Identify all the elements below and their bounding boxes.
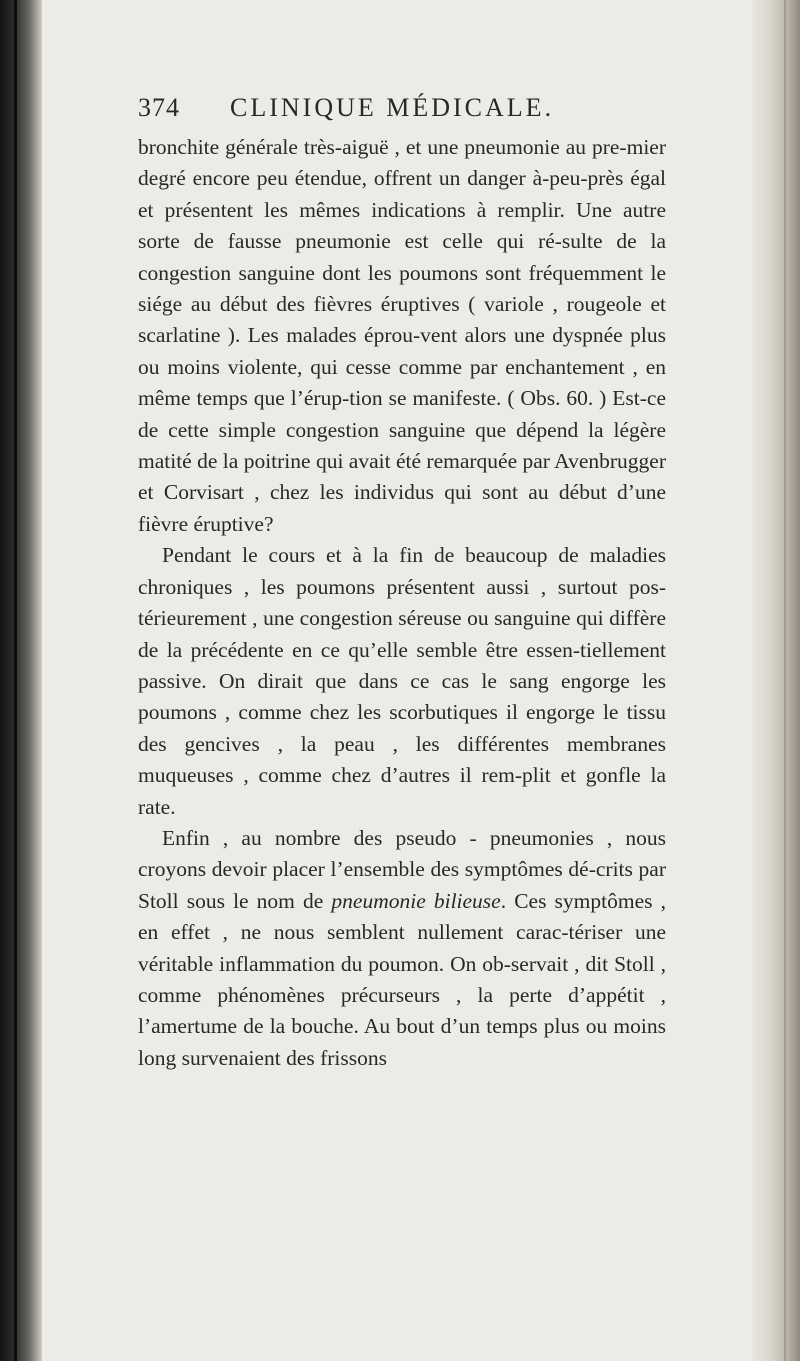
term-pneumonie-bilieuse: pneumonie bilieuse — [331, 888, 501, 913]
body-text — [138, 132, 666, 1074]
binding-thread — [14, 0, 17, 1361]
binding-edge — [0, 0, 42, 1361]
page-number: 374 — [138, 93, 180, 122]
page-header — [138, 93, 658, 133]
running-title: CLINIQUE MÉDICALE. — [230, 93, 555, 122]
paragraph-3 — [138, 823, 666, 1074]
page-edge-shadow — [752, 0, 800, 1361]
page-fold-line — [784, 0, 786, 1361]
paragraph-2: Pendant le cours et à la fin de beaucoup de maladies chroniques , les poumons présentent aussi , surtout pos-térieurement , une congestion séreuse ou sanguine qui diffère de la précédente en ce qu’elle semble être essen-tiellement passive. On dirait que dans ce cas le sang engorge les poumons , comme chez les scorbutiques il engorge le tissu des gencives , la peau , les différentes membranes muqueuses , comme chez d’autres il rem-plit et gonfle la rate. — [138, 543, 666, 819]
paragraph-1: bronchite générale très-aiguë , et une pneumonie au pre-mier degré encore peu étendue, offrent un danger à-peu-près égal et présentent les mêmes indications à remplir. Une autre sorte de fausse pneumonie est celle qui ré-sulte de la congestion sanguine dont les poumons sont fréquemment le siége au début des fièvres éruptives ( variole , rougeole et scarlatine ). Les malades éprou-vent alors une dyspnée plus ou moins violente, qui cesse comme par enchantement , en même temps que l’érup-tion se manifeste. ( Obs. 60. ) Est-ce de cette simple congestion sanguine que dépend la légère matité de la poitrine qui avait été remarquée par Avenbrugger et Corvisart , chez les individus qui sont au début d’une fièvre éruptive? — [138, 135, 666, 536]
paragraph-3-start: Enfin , au nombre des pseudo - pneumonies , nous croyons devoir placer l’ensemble des symptômes dé-crits par Stoll sous le nom de — [138, 825, 666, 913]
paragraph-3-end: . Ces symptômes , en effet , ne nous semblent nullement carac-tériser une véritable inflammation du poumon. On ob-servait , dit Stoll , comme phénomènes précurseurs , la perte d’appétit , l’amertume de la bouche. Au bout d’un temps plus ou moins long survenaient des frissons — [138, 888, 666, 1070]
